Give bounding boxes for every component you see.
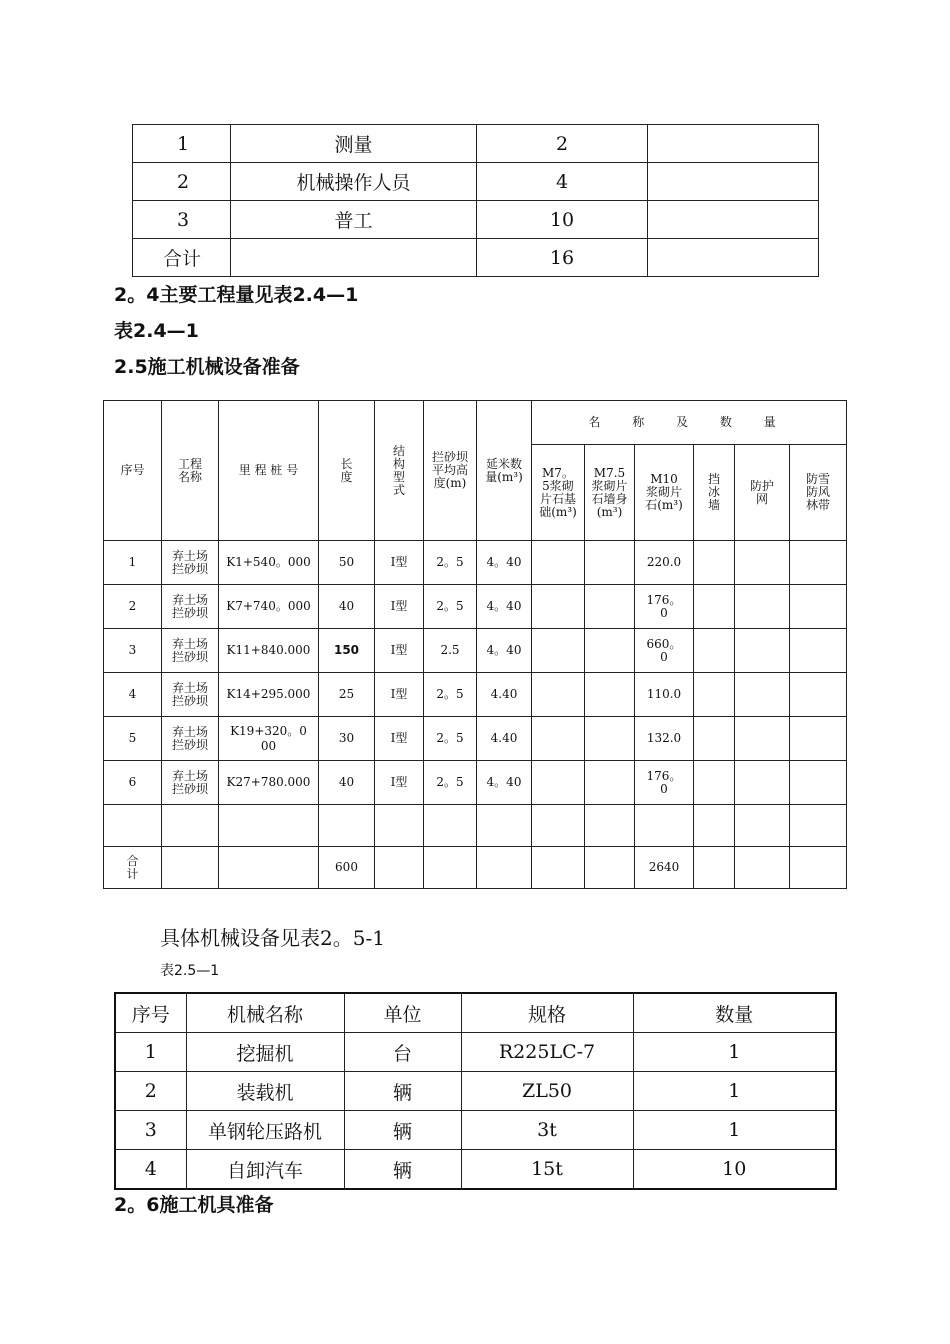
length: 25 xyxy=(319,673,375,717)
empty-cell xyxy=(735,717,790,761)
m10-qty: 110.0 xyxy=(635,673,694,717)
headcount: 4 xyxy=(477,163,648,201)
per-meter-qty: 4。40 xyxy=(477,761,532,805)
row-number: 2 xyxy=(104,585,162,629)
headcount: 10 xyxy=(477,201,648,239)
note-cell xyxy=(648,125,819,163)
structure-type: Ⅰ型 xyxy=(375,673,424,717)
empty-cell xyxy=(694,673,735,717)
structure-type: Ⅰ型 xyxy=(375,761,424,805)
row-number: 2 xyxy=(133,163,231,201)
section-heading-2-5: 2.5施工机械设备准备 xyxy=(114,356,300,378)
table-row xyxy=(104,585,847,629)
length: 50 xyxy=(319,541,375,585)
header-guard-net: 防护网 xyxy=(735,445,790,541)
per-meter-qty: 4.40 xyxy=(477,717,532,761)
header-length: 长度 xyxy=(319,401,375,541)
empty-cell xyxy=(532,541,585,585)
header-ice-wall: 挡冰墙 xyxy=(694,445,735,541)
empty-cell xyxy=(532,673,585,717)
empty-cell xyxy=(585,629,635,673)
per-meter-qty: 4。40 xyxy=(477,629,532,673)
unit: 辆 xyxy=(344,1072,461,1111)
role-name: 测量 xyxy=(231,125,477,163)
station: K11+840.000 xyxy=(219,629,319,673)
empty-cell xyxy=(532,761,585,805)
table-row xyxy=(133,163,819,201)
empty-cell xyxy=(790,541,847,585)
station: K1+540。000 xyxy=(219,541,319,585)
avg-height: 2。5 xyxy=(424,761,477,805)
empty-cell xyxy=(694,585,735,629)
empty-cell xyxy=(585,541,635,585)
table-row xyxy=(133,201,819,239)
empty-cell xyxy=(735,761,790,805)
quantity-table xyxy=(103,400,847,889)
header-no: 序号 xyxy=(115,993,186,1033)
section-heading-2-4: 2。4主要工程量见表2.4—1 xyxy=(114,284,359,306)
length: 150 xyxy=(319,629,375,673)
machine-name: 挖掘机 xyxy=(186,1033,344,1072)
per-meter-qty: 4。40 xyxy=(477,541,532,585)
row-number: 3 xyxy=(115,1111,186,1150)
table-row xyxy=(115,1072,836,1111)
row-number: 1 xyxy=(104,541,162,585)
table-row xyxy=(104,761,847,805)
table-row xyxy=(133,125,819,163)
total-row xyxy=(133,239,819,277)
empty-cell xyxy=(532,629,585,673)
note-cell xyxy=(648,201,819,239)
table-row xyxy=(104,673,847,717)
machine-name: 单钢轮压路机 xyxy=(186,1111,344,1150)
project-name: 弃土场拦砂坝 xyxy=(162,585,219,629)
empty-cell xyxy=(585,585,635,629)
table-row xyxy=(104,541,847,585)
row-number: 4 xyxy=(115,1150,186,1190)
empty-cell xyxy=(694,761,735,805)
station: K7+740。000 xyxy=(219,585,319,629)
length: 40 xyxy=(319,761,375,805)
machine-name: 自卸汽车 xyxy=(186,1150,344,1190)
empty-cell xyxy=(790,629,847,673)
total-note xyxy=(648,239,819,277)
table-caption-2-4: 表2.4—1 xyxy=(114,320,199,342)
m10-qty: 660。0 xyxy=(635,629,694,673)
station: K14+295.000 xyxy=(219,673,319,717)
empty-cell xyxy=(585,761,635,805)
unit: 辆 xyxy=(344,1111,461,1150)
station: K27+780.000 xyxy=(219,761,319,805)
header-height: 拦砂坝平均高度(m) xyxy=(424,401,477,541)
structure-type: Ⅰ型 xyxy=(375,541,424,585)
table-row xyxy=(104,717,847,761)
header-m75-base: M7。5浆砌片石基础(m³) xyxy=(532,445,585,541)
empty-cell xyxy=(694,541,735,585)
structure-type: Ⅰ型 xyxy=(375,629,424,673)
row-number: 4 xyxy=(104,673,162,717)
machine-name: 装载机 xyxy=(186,1072,344,1111)
project-name: 弃土场拦砂坝 xyxy=(162,717,219,761)
row-number: 3 xyxy=(133,201,231,239)
headcount: 2 xyxy=(477,125,648,163)
header-row xyxy=(115,993,836,1033)
table-row xyxy=(115,1033,836,1072)
avg-height: 2。5 xyxy=(424,585,477,629)
empty-cell xyxy=(735,585,790,629)
table-row xyxy=(104,629,847,673)
spec: 3t xyxy=(461,1111,633,1150)
header-per-meter: 延米数量(m³) xyxy=(477,401,532,541)
empty-cell xyxy=(735,629,790,673)
avg-height: 2。5 xyxy=(424,673,477,717)
structure-type: Ⅰ型 xyxy=(375,717,424,761)
total-m10: 2640 xyxy=(635,847,694,889)
row-number: 1 xyxy=(133,125,231,163)
row-number: 3 xyxy=(104,629,162,673)
avg-height: 2。5 xyxy=(424,541,477,585)
role-name: 机械操作人员 xyxy=(231,163,477,201)
total-row xyxy=(104,847,847,889)
role-name: 普工 xyxy=(231,201,477,239)
m10-qty: 132.0 xyxy=(635,717,694,761)
header-qty: 数量 xyxy=(633,993,836,1033)
spec: 15t xyxy=(461,1150,633,1190)
m10-qty: 176。0 xyxy=(635,585,694,629)
structure-type: Ⅰ型 xyxy=(375,585,424,629)
project-name: 弃土场拦砂坝 xyxy=(162,629,219,673)
table-caption-2-5: 表2.5—1 xyxy=(160,963,220,979)
station: K19+320。000 xyxy=(219,717,319,761)
spec: ZL50 xyxy=(461,1072,633,1111)
total-empty xyxy=(231,239,477,277)
avg-height: 2。5 xyxy=(424,717,477,761)
empty-cell xyxy=(532,717,585,761)
empty-cell xyxy=(735,541,790,585)
empty-cell xyxy=(735,673,790,717)
empty-cell xyxy=(585,717,635,761)
total-length: 600 xyxy=(319,847,375,889)
m10-qty: 220.0 xyxy=(635,541,694,585)
length: 40 xyxy=(319,585,375,629)
empty-cell xyxy=(585,673,635,717)
row-number: 2 xyxy=(115,1072,186,1111)
empty-cell xyxy=(790,761,847,805)
header-m10: M10浆砌片石(m³) xyxy=(635,445,694,541)
header-structure: 结构型式 xyxy=(375,401,424,541)
row-number: 5 xyxy=(104,717,162,761)
empty-cell xyxy=(790,585,847,629)
empty-cell xyxy=(532,585,585,629)
spec: R225LC-7 xyxy=(461,1033,633,1072)
length: 30 xyxy=(319,717,375,761)
machine-table xyxy=(114,992,837,1190)
section-heading-2-6: 2。6施工机具准备 xyxy=(114,1194,274,1216)
header-unit: 单位 xyxy=(344,993,461,1033)
project-name: 弃土场拦砂坝 xyxy=(162,761,219,805)
row-number: 1 xyxy=(115,1033,186,1072)
empty-cell xyxy=(790,673,847,717)
header-m75-wall: M7.5浆砌片石墙身(m³) xyxy=(585,445,635,541)
staff-table xyxy=(132,124,819,277)
project-name: 弃土场拦砂坝 xyxy=(162,541,219,585)
row-number: 6 xyxy=(104,761,162,805)
m10-qty: 176。0 xyxy=(635,761,694,805)
unit: 辆 xyxy=(344,1150,461,1190)
unit: 台 xyxy=(344,1033,461,1072)
header-spec: 规格 xyxy=(461,993,633,1033)
header-windbreak: 防雪防风林带 xyxy=(790,445,847,541)
quantity: 1 xyxy=(633,1033,836,1072)
per-meter-qty: 4。40 xyxy=(477,585,532,629)
header-name: 机械名称 xyxy=(186,993,344,1033)
empty-cell xyxy=(694,629,735,673)
quantity: 10 xyxy=(633,1150,836,1190)
per-meter-qty: 4.40 xyxy=(477,673,532,717)
total-count: 16 xyxy=(477,239,648,277)
total-label: 合计 xyxy=(104,847,162,889)
quantity: 1 xyxy=(633,1072,836,1111)
empty-cell xyxy=(694,717,735,761)
header-group: 名 称 及 数 量 xyxy=(532,401,847,445)
empty-cell xyxy=(790,717,847,761)
machine-paragraph: 具体机械设备见表2。5-1 xyxy=(160,926,385,950)
note-cell xyxy=(648,163,819,201)
table-row xyxy=(115,1111,836,1150)
header-project: 工程名称 xyxy=(162,401,219,541)
project-name: 弃土场拦砂坝 xyxy=(162,673,219,717)
header-station: 里 程 桩 号 xyxy=(219,401,319,541)
total-label: 合计 xyxy=(133,239,231,277)
quantity: 1 xyxy=(633,1111,836,1150)
avg-height: 2.5 xyxy=(424,629,477,673)
table-row xyxy=(115,1150,836,1190)
header-no: 序号 xyxy=(104,401,162,541)
empty-row xyxy=(104,805,847,847)
